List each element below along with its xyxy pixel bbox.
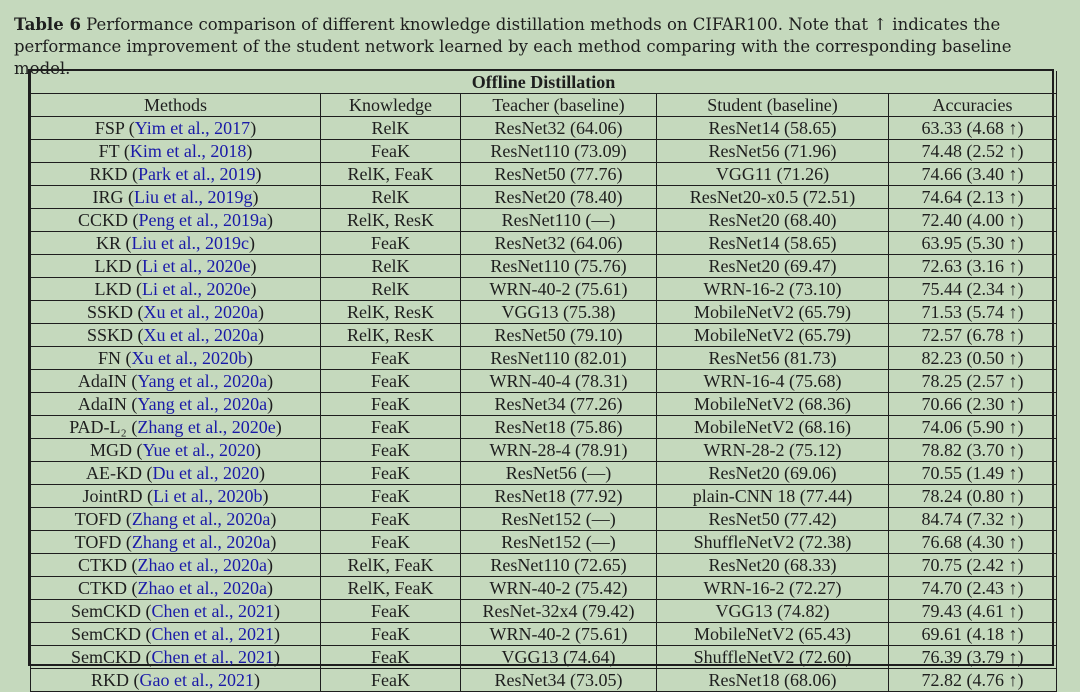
cell-knowledge: RelK, ResK bbox=[321, 301, 461, 324]
method-name: JointRD bbox=[82, 485, 143, 506]
cell-accuracy: 78.25 (2.57 ↑) bbox=[889, 370, 1057, 393]
paren-close: ) bbox=[247, 347, 253, 368]
cell-student: MobileNetV2 (65.79) bbox=[657, 324, 889, 347]
cell-teacher: ResNet110 (72.65) bbox=[461, 554, 657, 577]
cell-knowledge: FeaK bbox=[321, 140, 461, 163]
paren-close: ) bbox=[250, 278, 257, 299]
paren-open: ( bbox=[129, 669, 140, 690]
paren-close: ) bbox=[270, 531, 277, 552]
citation-link[interactable]: Zhang et al., 2020a bbox=[131, 508, 271, 529]
cell-student: ResNet20-x0.5 (72.51) bbox=[657, 186, 889, 209]
paren-open: ( bbox=[141, 623, 152, 644]
cell-student: ResNet20 (68.40) bbox=[657, 209, 889, 232]
cell-knowledge: RelK, ResK bbox=[321, 209, 461, 232]
table-row bbox=[31, 163, 1057, 186]
cell-method bbox=[31, 462, 321, 485]
method-name: AE-KD bbox=[86, 462, 142, 483]
cell-method bbox=[31, 577, 321, 600]
cell-teacher: ResNet56 (—) bbox=[461, 462, 657, 485]
cell-student: MobileNetV2 (65.43) bbox=[657, 623, 889, 646]
method-name: FSP bbox=[94, 117, 125, 138]
cell-accuracy: 74.70 (2.43 ↑) bbox=[889, 577, 1057, 600]
cell-teacher: ResNet18 (77.92) bbox=[461, 485, 657, 508]
method-name: SemCKD bbox=[71, 600, 142, 621]
table-row bbox=[31, 600, 1057, 623]
citation-link[interactable]: Li et al., 2020e bbox=[142, 278, 251, 299]
table-row bbox=[31, 531, 1057, 554]
cell-knowledge: RelK, FeaK bbox=[321, 554, 461, 577]
cell-student: ResNet56 (81.73) bbox=[657, 347, 889, 370]
cell-knowledge: RelK, FeaK bbox=[321, 577, 461, 600]
table-row bbox=[31, 209, 1057, 232]
cell-teacher: ResNet110 (82.01) bbox=[461, 347, 657, 370]
paren-open: ( bbox=[126, 416, 138, 437]
cell-knowledge: RelK bbox=[321, 117, 461, 140]
method-name: CTKD bbox=[78, 577, 128, 598]
citation-link[interactable]: Zhao et al., 2020a bbox=[137, 554, 267, 575]
cell-knowledge: RelK bbox=[321, 255, 461, 278]
table-row bbox=[31, 186, 1057, 209]
method-name: KR bbox=[96, 232, 122, 253]
cell-method bbox=[31, 393, 321, 416]
cell-accuracy: 63.33 (4.68 ↑) bbox=[889, 117, 1057, 140]
cell-method bbox=[31, 669, 321, 692]
citation-link[interactable]: Yue et al., 2020 bbox=[142, 439, 255, 460]
cell-knowledge: RelK bbox=[321, 278, 461, 301]
cell-teacher: VGG13 (74.64) bbox=[461, 646, 657, 669]
cell-method bbox=[31, 554, 321, 577]
cell-knowledge: RelK, FeaK bbox=[321, 163, 461, 186]
paren-open: ( bbox=[126, 393, 138, 414]
cell-student: ResNet50 (77.42) bbox=[657, 508, 889, 531]
paren-open: ( bbox=[132, 439, 143, 460]
table-row bbox=[31, 646, 1057, 669]
paren-open: ( bbox=[121, 232, 132, 253]
paren-open: ( bbox=[142, 485, 154, 506]
cell-accuracy: 74.06 (5.90 ↑) bbox=[889, 416, 1057, 439]
cell-teacher: ResNet152 (—) bbox=[461, 531, 657, 554]
citation-link[interactable]: Li et al., 2020e bbox=[142, 255, 251, 276]
paren-open: ( bbox=[141, 646, 152, 667]
cell-method bbox=[31, 347, 321, 370]
cell-knowledge: FeaK bbox=[321, 439, 461, 462]
cell-student: WRN-28-2 (75.12) bbox=[657, 439, 889, 462]
method-name: SSKD bbox=[87, 324, 134, 345]
table-row bbox=[31, 232, 1057, 255]
table-row bbox=[31, 669, 1057, 692]
cell-accuracy: 76.68 (4.30 ↑) bbox=[889, 531, 1057, 554]
method-name: SemCKD bbox=[71, 623, 142, 644]
cell-knowledge: RelK bbox=[321, 186, 461, 209]
paren-close: ) bbox=[266, 577, 273, 598]
citation-link[interactable]: Yim et al., 2017 bbox=[134, 117, 251, 138]
cell-accuracy: 84.74 (7.32 ↑) bbox=[889, 508, 1057, 531]
paren-close: ) bbox=[266, 554, 273, 575]
cell-method bbox=[31, 600, 321, 623]
cell-knowledge: FeaK bbox=[321, 623, 461, 646]
cell-knowledge: FeaK bbox=[321, 508, 461, 531]
paren-close: ) bbox=[267, 370, 274, 391]
citation-link[interactable]: Yang et al., 2020a bbox=[137, 370, 268, 391]
cell-knowledge: FeaK bbox=[321, 600, 461, 623]
cell-method bbox=[31, 209, 321, 232]
cell-accuracy: 72.57 (6.78 ↑) bbox=[889, 324, 1057, 347]
cell-teacher: ResNet34 (73.05) bbox=[461, 669, 657, 692]
method-name: FT bbox=[98, 140, 120, 161]
citation-link[interactable]: Gao et al., 2021 bbox=[139, 669, 254, 690]
method-name: FN bbox=[98, 347, 122, 368]
cell-teacher: ResNet110 (75.76) bbox=[461, 255, 657, 278]
paren-open: ( bbox=[121, 508, 132, 529]
cell-method bbox=[31, 163, 321, 186]
table-row bbox=[31, 485, 1057, 508]
table-title: Offline Distillation bbox=[31, 71, 1057, 94]
cell-teacher: VGG13 (75.38) bbox=[461, 301, 657, 324]
cell-method bbox=[31, 416, 321, 439]
cell-student: ShuffleNetV2 (72.60) bbox=[657, 646, 889, 669]
citation-link[interactable]: Zhang et al., 2020e bbox=[137, 416, 276, 437]
paren-close: ) bbox=[250, 117, 257, 138]
method-name: CTKD bbox=[78, 554, 128, 575]
paren-close: ) bbox=[258, 324, 264, 345]
cell-student: MobileNetV2 (68.36) bbox=[657, 393, 889, 416]
cell-student: ResNet56 (71.96) bbox=[657, 140, 889, 163]
cell-accuracy: 78.24 (0.80 ↑) bbox=[889, 485, 1057, 508]
paren-close: ) bbox=[250, 255, 257, 276]
caption-text: Performance comparison of different knowledge distillation methods on CIFAR100. Note that ↑ indicates the performance improvement of the student network learned by each method comparing with the corresponding baseline model. bbox=[14, 15, 1012, 78]
table-row bbox=[31, 140, 1057, 163]
paren-close: ) bbox=[270, 508, 277, 529]
table-row bbox=[31, 324, 1057, 347]
citation-link[interactable]: Park et al., 2019 bbox=[138, 163, 256, 184]
cell-student: ShuffleNetV2 (72.38) bbox=[657, 531, 889, 554]
method-name: RKD bbox=[89, 163, 128, 184]
citation-link[interactable]: Xu et al., 2020b bbox=[131, 347, 247, 368]
header-row bbox=[31, 94, 1057, 117]
cell-teacher: ResNet110 (—) bbox=[461, 209, 657, 232]
results-table bbox=[30, 71, 1057, 692]
cell-accuracy: 72.40 (4.00 ↑) bbox=[889, 209, 1057, 232]
paren-open: ( bbox=[127, 163, 139, 184]
method-name: MGD bbox=[90, 439, 133, 460]
paren-open: ( bbox=[124, 117, 135, 138]
cell-accuracy: 82.23 (0.50 ↑) bbox=[889, 347, 1057, 370]
paren-open: ( bbox=[119, 140, 130, 161]
cell-accuracy: 70.66 (2.30 ↑) bbox=[889, 393, 1057, 416]
table-row bbox=[31, 301, 1057, 324]
cell-accuracy: 74.66 (3.40 ↑) bbox=[889, 163, 1057, 186]
cell-student: ResNet20 (69.47) bbox=[657, 255, 889, 278]
method-name: AdaIN bbox=[77, 393, 127, 414]
cell-teacher: ResNet18 (75.86) bbox=[461, 416, 657, 439]
cell-accuracy: 70.55 (1.49 ↑) bbox=[889, 462, 1057, 485]
cell-knowledge: FeaK bbox=[321, 462, 461, 485]
cell-accuracy: 72.82 (4.76 ↑) bbox=[889, 669, 1057, 692]
caption-label: Table 6 bbox=[14, 15, 81, 34]
cell-teacher: ResNet152 (—) bbox=[461, 508, 657, 531]
cell-knowledge: FeaK bbox=[321, 393, 461, 416]
cell-method bbox=[31, 439, 321, 462]
paren-close: ) bbox=[255, 163, 262, 184]
cell-student: VGG11 (71.26) bbox=[657, 163, 889, 186]
header-knowledge: Knowledge bbox=[321, 94, 461, 117]
cell-accuracy: 71.53 (5.74 ↑) bbox=[889, 301, 1057, 324]
cell-student: WRN-16-2 (72.27) bbox=[657, 577, 889, 600]
paren-close: ) bbox=[258, 301, 264, 322]
cell-accuracy: 70.75 (2.42 ↑) bbox=[889, 554, 1057, 577]
paren-close: ) bbox=[262, 485, 269, 506]
paren-close: ) bbox=[252, 186, 259, 207]
cell-method bbox=[31, 646, 321, 669]
citation-link[interactable]: Chen et al., 2021 bbox=[151, 600, 274, 621]
table-body bbox=[31, 117, 1057, 692]
cell-knowledge: FeaK bbox=[321, 531, 461, 554]
cell-student: ResNet20 (69.06) bbox=[657, 462, 889, 485]
table-row bbox=[31, 278, 1057, 301]
cell-teacher: WRN-40-2 (75.61) bbox=[461, 278, 657, 301]
table-row bbox=[31, 462, 1057, 485]
paren-close: ) bbox=[246, 140, 253, 161]
paren-close: ) bbox=[253, 669, 260, 690]
paren-open: ( bbox=[128, 209, 139, 230]
cell-method bbox=[31, 531, 321, 554]
method-name: RKD bbox=[91, 669, 130, 690]
method-name: SemCKD bbox=[71, 646, 142, 667]
table-row bbox=[31, 347, 1057, 370]
table-row bbox=[31, 416, 1057, 439]
cell-teacher: ResNet-32x4 (79.42) bbox=[461, 600, 657, 623]
paren-close: ) bbox=[274, 646, 280, 667]
method-name: TOFD bbox=[74, 508, 122, 529]
results-table-container bbox=[28, 69, 1054, 690]
paren-open: ( bbox=[126, 370, 138, 391]
cell-method bbox=[31, 485, 321, 508]
cell-method bbox=[31, 255, 321, 278]
paren-close: ) bbox=[255, 439, 261, 460]
citation-link[interactable]: Du et al., 2020 bbox=[152, 462, 259, 483]
cell-teacher: WRN-40-2 (75.42) bbox=[461, 577, 657, 600]
cell-accuracy: 75.44 (2.34 ↑) bbox=[889, 278, 1057, 301]
cell-method bbox=[31, 117, 321, 140]
cell-teacher: ResNet32 (64.06) bbox=[461, 232, 657, 255]
cell-method bbox=[31, 324, 321, 347]
cell-knowledge: FeaK bbox=[321, 347, 461, 370]
cell-teacher: ResNet110 (73.09) bbox=[461, 140, 657, 163]
citation-link[interactable]: Zhang et al., 2020a bbox=[131, 531, 271, 552]
paren-open: ( bbox=[121, 531, 132, 552]
citation-link[interactable]: Xu et al., 2020a bbox=[143, 301, 258, 322]
cell-knowledge: FeaK bbox=[321, 232, 461, 255]
cell-method bbox=[31, 623, 321, 646]
citation-link[interactable]: Liu et al., 2019g bbox=[134, 186, 253, 207]
paren-close: ) bbox=[274, 623, 280, 644]
paren-open: ( bbox=[127, 554, 138, 575]
method-name: CCKD bbox=[78, 209, 129, 230]
paren-open: ( bbox=[131, 278, 143, 299]
citation-link[interactable]: Chen et al., 2021 bbox=[151, 646, 274, 667]
cell-method bbox=[31, 186, 321, 209]
method-name: TOFD bbox=[74, 531, 122, 552]
citation-link[interactable]: Peng et al., 2019a bbox=[138, 209, 267, 230]
table-row bbox=[31, 439, 1057, 462]
cell-method bbox=[31, 301, 321, 324]
cell-student: ResNet14 (58.65) bbox=[657, 232, 889, 255]
cell-method bbox=[31, 370, 321, 393]
paren-close: ) bbox=[267, 209, 273, 230]
cell-knowledge: FeaK bbox=[321, 416, 461, 439]
citation-link[interactable]: Liu et al., 2019c bbox=[131, 232, 249, 253]
cell-teacher: WRN-28-4 (78.91) bbox=[461, 439, 657, 462]
cell-accuracy: 69.61 (4.18 ↑) bbox=[889, 623, 1057, 646]
cell-teacher: WRN-40-4 (78.31) bbox=[461, 370, 657, 393]
method-name: LKD bbox=[94, 278, 132, 299]
cell-student: VGG13 (74.82) bbox=[657, 600, 889, 623]
cell-student: MobileNetV2 (68.16) bbox=[657, 416, 889, 439]
cell-accuracy: 63.95 (5.30 ↑) bbox=[889, 232, 1057, 255]
cell-student: plain-CNN 18 (77.44) bbox=[657, 485, 889, 508]
cell-teacher: ResNet20 (78.40) bbox=[461, 186, 657, 209]
cell-method bbox=[31, 278, 321, 301]
cell-teacher: ResNet34 (77.26) bbox=[461, 393, 657, 416]
citation-link[interactable]: Yang et al., 2020a bbox=[137, 393, 268, 414]
cell-student: ResNet14 (58.65) bbox=[657, 117, 889, 140]
method-name: SSKD bbox=[87, 301, 134, 322]
citation-link[interactable]: Zhao et al., 2020a bbox=[137, 577, 267, 598]
cell-student: ResNet20 (68.33) bbox=[657, 554, 889, 577]
cell-student: MobileNetV2 (65.79) bbox=[657, 301, 889, 324]
cell-knowledge: FeaK bbox=[321, 370, 461, 393]
cell-accuracy: 72.63 (3.16 ↑) bbox=[889, 255, 1057, 278]
cell-knowledge: FeaK bbox=[321, 669, 461, 692]
method-name: AdaIN bbox=[77, 370, 127, 391]
paren-open: ( bbox=[127, 577, 138, 598]
cell-method bbox=[31, 508, 321, 531]
cell-student: WRN-16-2 (73.10) bbox=[657, 278, 889, 301]
cell-accuracy: 74.48 (2.52 ↑) bbox=[889, 140, 1057, 163]
table-row bbox=[31, 255, 1057, 278]
table-row bbox=[31, 577, 1057, 600]
paren-open: ( bbox=[131, 255, 143, 276]
header-accuracies: Accuracies bbox=[889, 94, 1057, 117]
header-teacher: Teacher (baseline) bbox=[461, 94, 657, 117]
method-name: IRG bbox=[92, 186, 124, 207]
paren-close: ) bbox=[248, 232, 255, 253]
header-methods: Methods bbox=[31, 94, 321, 117]
paren-open: ( bbox=[141, 600, 152, 621]
cell-teacher: WRN-40-2 (75.61) bbox=[461, 623, 657, 646]
paren-open: ( bbox=[121, 347, 132, 368]
method-name: PAD-L₂ bbox=[69, 416, 127, 437]
citation-link[interactable]: Kim et al., 2018 bbox=[129, 140, 247, 161]
cell-knowledge: FeaK bbox=[321, 646, 461, 669]
table-row bbox=[31, 623, 1057, 646]
method-name: LKD bbox=[94, 255, 132, 276]
cell-student: ResNet18 (68.06) bbox=[657, 669, 889, 692]
cell-accuracy: 78.82 (3.70 ↑) bbox=[889, 439, 1057, 462]
citation-link[interactable]: Xu et al., 2020a bbox=[143, 324, 258, 345]
cell-accuracy: 74.64 (2.13 ↑) bbox=[889, 186, 1057, 209]
table-row bbox=[31, 117, 1057, 140]
citation-link[interactable]: Chen et al., 2021 bbox=[151, 623, 274, 644]
paren-open: ( bbox=[133, 301, 144, 322]
cell-teacher: ResNet50 (79.10) bbox=[461, 324, 657, 347]
paren-open: ( bbox=[133, 324, 144, 345]
table-row bbox=[31, 393, 1057, 416]
cell-method bbox=[31, 140, 321, 163]
paren-open: ( bbox=[142, 462, 153, 483]
cell-knowledge: FeaK bbox=[321, 485, 461, 508]
paren-close: ) bbox=[275, 416, 282, 437]
cell-method bbox=[31, 232, 321, 255]
paren-close: ) bbox=[267, 393, 274, 414]
paren-close: ) bbox=[274, 600, 280, 621]
cell-teacher: ResNet50 (77.76) bbox=[461, 163, 657, 186]
cell-accuracy: 76.39 (3.79 ↑) bbox=[889, 646, 1057, 669]
cell-knowledge: RelK, ResK bbox=[321, 324, 461, 347]
paren-close: ) bbox=[258, 462, 265, 483]
table-row bbox=[31, 554, 1057, 577]
cell-student: WRN-16-4 (75.68) bbox=[657, 370, 889, 393]
cell-teacher: ResNet32 (64.06) bbox=[461, 117, 657, 140]
table-row bbox=[31, 370, 1057, 393]
citation-link[interactable]: Li et al., 2020b bbox=[153, 485, 263, 506]
header-student: Student (baseline) bbox=[657, 94, 889, 117]
cell-accuracy: 79.43 (4.61 ↑) bbox=[889, 600, 1057, 623]
table-row bbox=[31, 508, 1057, 531]
paren-open: ( bbox=[123, 186, 134, 207]
